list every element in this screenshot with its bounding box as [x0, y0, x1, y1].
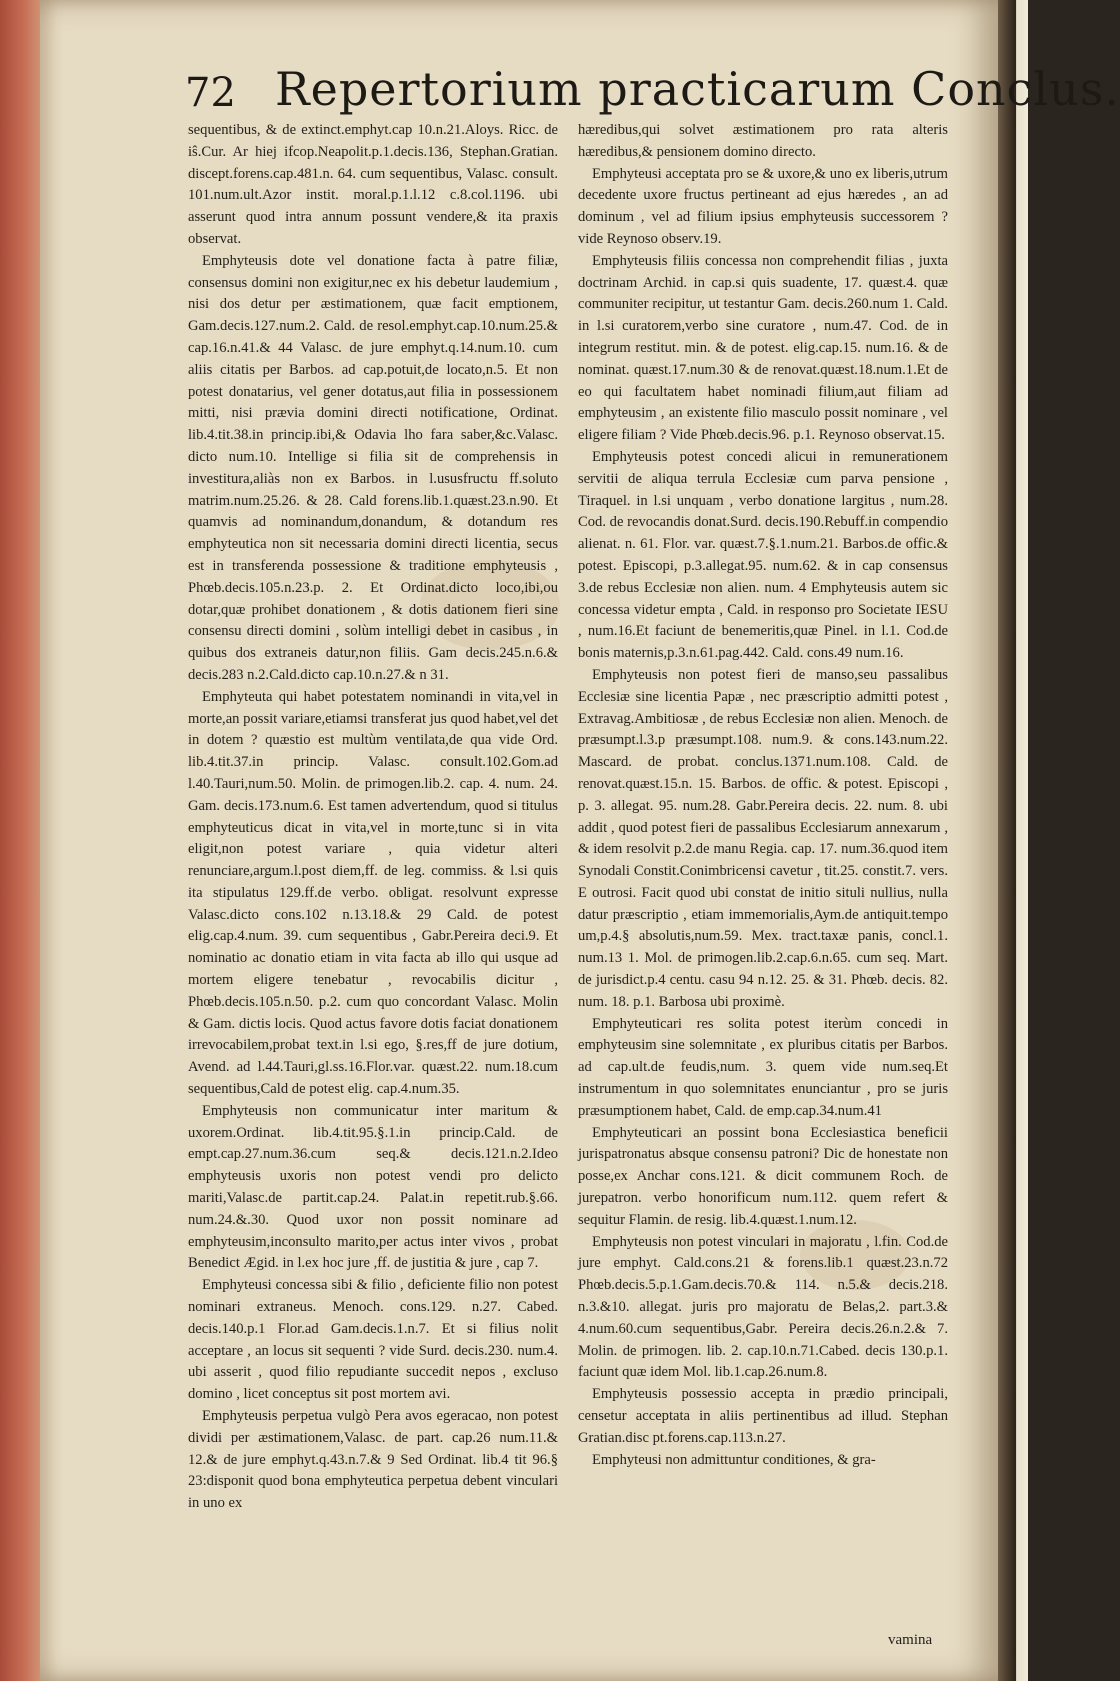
right-column — [578, 120, 948, 1471]
paragraph: Emphyteusi non admittuntur conditiones, & gra- — [592, 1451, 876, 1468]
paragraph: Emphyteusi concessa sibi & filio , deficiente filio non potest nominari extraneus. Menoch. cons.129. n.27. Cabed. decis.140.p.1 Flor.ad Gam.decis.1.n.7. Et si filius nolit acceptare , an locus sit sequenti ? vide Surd. decis.230. num.4. ubi asserit , quod filio repudiante succedit nepos , excluso domino , licet conceptus sit post mortem avi. — [188, 1277, 558, 1403]
paragraph: Emphyteusis perpetua vulgò Pera avos egeracao, non potest dividi per æstimationem,Valasc. de part. cap.26 num.11.& 12.& de jure emphyt.q.43.n.7.& 9 Sed Ordinat. lib.4 tit 96.§ 23:disponit quod bona emphyteutica perpetua debent vinculari in uno ex — [188, 1408, 558, 1512]
paragraph: Emphyteusis non communicatur inter maritum & uxorem.Ordinat. lib.4.tit.95.§.1.in princip.Cald. de empt.cap.27.num.36.cum seq.& decis.121.n.2.Ideo emphyteusis uxoris non potest vendi pro delicto mariti,Valasc.de partit.cap.24. Palat.in repetit.rub.§.66. num.24.&.30. Quod uxor non possit nominare ad emphyteusim,inconsulto marito,per actus inter vivos , probat Benedict Ægid. in l.ex hoc jure ,ff. de justitia & jure , cap 7. — [188, 1102, 558, 1272]
paragraph: Emphyteusis dote vel donatione facta à patre filiæ, consensus domini non exigitur,nec ex his debetur laudemium , nisi dos detur per æstimationem, quæ facit emptionem, Gam.decis.127.num.2. Cald. de resol.emphyt.cap.10.num.25.& cap.16.n.41.& 44 Valasc. de jure emphyt.q.14.num.10. cum aliis citatis per Barbos. ad cap.potuit,de locato,n.5. Et non potest donatarius, vel gener dotatus,aut filia in possessionem mitti, nisi prævia domini directi notificatione, Ordinat. lib.4.tit.38.in princip.ibi,& Odavia lho fara saber,&c.Valasc. dicto num.10. Intellige si filia sit de comprehensis in investitura,aliàs non ex Barbos. in l.ususfructu ff.soluto matrim.num.25.26. & 28. Cald forens.lib.1.quæst.23.n.90. Et quamvis ad nominandum,donandum, & dotandum res emphyteutica non sit necessaria domini directi licentia, secus est in transferenda possessione & traditione emphyteusis , Phœb.decis.105.n.23.p. 2. Et Ordinat.dicto loco,ibi,ou dotar,quæ prohibet donationem , & dotis dationem fieri sine consensu directi domini , solùm intelligi debet in casibus , in quibus dos extraneis datur,non filiis. Gam decis.245.n.6.& decis.283 n.2.Cald.dicto cap.10.n.27.& n 31. — [188, 252, 558, 683]
running-title: Repertorium practicarum Conclus. — [275, 62, 1120, 116]
paragraph: Emphyteuticari an possint bona Ecclesiastica beneficii jurispatronatus absque consensu patroni? Dic de honestate non posse,ex Anchar cons.121. & dicit communem Roch. de jurepatron. verbo honorificum num.112. quem refert & sequitur Flamin. de resig. lib.4.quæst.1.num.12. — [578, 1124, 948, 1228]
paragraph: Emphyteuta qui habet potestatem nominandi in vita,vel in morte,an possit variare,etiamsi transferat jus quod habet,vel det in dotem ? quæstio est multùm ventilata,de qua vide Ord. lib.4.tit.37.in princip. Valasc. consult.102.Gom.ad l.40.Tauri,num.50. Molin. de primogen.lib.2. cap. 4. num. 24. Gam. decis.173.num.6. Est tamen advertendum, quod si titulus emphyteuticus dicat in vita,vel in morte,tunc si in vita eligit,non potest variare , quia videtur alteri renunciare,argum.l.post diem,ff. de leg. commiss. & l.si quis ita stipulatus 129.ff.de verbo. obligat. resolvunt expresse Valasc.dicto cons.102 n.13.18.& 29 Cald. de potest elig.cap.4.num. 39. cum sequentibus , Gabr.Pereira deci.9. Et nominatio ac donatio etiam in vita facta ab illo qui usque ad mortem eligere tenebatur , revocabilis dicitur , Phœb.decis.105.n.50. p.2. cum quo concordant Valasc. Molin & Gam. dictis locis. Quod actus favore dotis faciat donationem irrevocabilem,probat text.in l.si ego, §.res,ff de jure dotium, Avend. ad l.44.Tauri,gl.ss.16.Flor.var. quæst.22. num.18.cum sequentibus,Cald de potest elig. cap.4.num.35. — [188, 688, 558, 1098]
catchword: vamina — [888, 1632, 933, 1648]
paragraph: Emphyteusis filiis concessa non comprehendit filias , juxta doctrinam Archid. in cap.si quis suadente, 17. quæst.4. quæ communiter recipitur, ut testantur Gam. decis.260.num 1. Cald. in l.si curatorem,verbo sine curatore , num.47. Cod. de in integrum restitut. min. & de potest. elig.cap.15. num.16. & de nominat. quæst.17.num.30 & de renovat.quæst.18.num.1.Et de eo qui facultatem habet nominadi filium,aut filiam ad emphyteusim , an existente filio masculo possit nominare , vel eligere filiam ? Vide Phœb.decis.96. p.1. Reynoso observat.15. — [578, 252, 948, 444]
paragraph: Emphyteusis non potest fieri de manso,seu passalibus Ecclesiæ sine licentia Papæ , nec præscriptio admitti potest , Extravag.Ambitiosæ , de rebus Ecclesiæ non alien. Menoch. de præsumpt.l.3.p præsumpt.108. num.9. & cons.143.num.22. Mascard. de probat. conclus.1371.num.108. Cald. de renovat.quæst.15.n. 15. Barbos. de offic. & potest. Episcopi , p. 3. allegat. 95. num.28. Gabr.Pereira decis. 22. num. 8. ubi addit , quod potest fieri de passalibus Ecclesiarum annexarum , & idem resolvit p.2.de manu Regia. cap. 17. num.36.quod item Synodali Constit.Conimbricensi cavetur , tit.25. constit.7. vers. E outrosi. Facit quod ubi constat de initio situli nullius, nulla datur præscriptio , etiam immemorialis,Aym.de antiquit.tempo um,p.4.§ absolutis,num.59. Mex. tract.taxæ panis, concl.1. num.13 1. Mol. de primogen.lib.2.cap.6.n.65. cum seq. Mart. de jurisdict.p.4 centu. casu 94 n.12. 25. & 31. Phœb. decis. 82. num. 18. p.1. Barbosa ubi proximè. — [578, 666, 948, 1010]
page-number: 72 — [185, 70, 236, 116]
paragraph: sequentibus, & de extinct.emphyt.cap 10.n.21.Aloys. Ricc. de iŝ.Cur. Ar hiej ifcop.Neapolit.p.1.decis.136, Stephan.Gratian. discept.forens.cap.481.n. 64. cum sequentibus, Valasc. consult. 101.num.ult.Azor instit. moral.p.1.l.12 c.8.col.1196. ubi asserunt quod intra annum possunt vendere,& ita praxis observat. — [188, 122, 558, 247]
paragraph: hæredibus,qui solvet æstimationem pro rata alteris hæredibus,& pensionem domino directo. — [578, 122, 948, 160]
next-page-edge — [998, 0, 1028, 1681]
left-column — [188, 120, 558, 1515]
paragraph: Emphyteusis potest concedi alicui in remunerationem servitii de aliqua terrula Ecclesiæ cum parva pensione , Tiraquel. in l.si unquam , verbo donatione largitus , num.28. Cod. de revocandis donat.Surd. decis.190.Rebuff.in compendio alienat. n. 61. Flor. var. quæst.7.§.1.num.21. Barbos.de offic.& potest. Episcopi, p.3.allegat.95. num.62. & in cap consensus 3.de rebus Ecclesiæ non alien. num. 4 Emphyteusis autem sic concessa videtur empta , Cald. in responso pro Societate IESU , num.16.Et faciunt de benemeritis,quæ Pinel. in l.1. Cod.de bonis maternis,p.3.n.61.pag.442. Cald. cons.49 num.16. — [578, 448, 948, 662]
paragraph: Emphyteusi acceptata pro se & uxore,& uno ex liberis,utrum decedente uxore fructus pertineant ad ejus hæredes , an ad dominum , vel ad filium ipsius emphyteusis successorem ? vide Reynoso observ.19. — [578, 165, 948, 247]
paragraph: Emphyteusis possessio accepta in prædio principali, censetur acceptata in aliis pertinentibus ad illud. Stephan Gratian.disc pt.forens.cap.113.n.27. — [578, 1386, 948, 1446]
paragraph: Emphyteuticari res solita potest iterùm concedi in emphyteusim sine solemnitate , ex pluribus citatis per Barbos. ad cap.ult.de feudis,num. 3. quem vide num.seq.Et instrumentum in quo solemnitates enunciantur , pro se juris præsumptionem habet, Cald. de emp.cap.34.num.41 — [578, 1015, 948, 1119]
paragraph: Emphyteusis non potest vinculari in majoratu , l.fin. Cod.de jure emphyt. Cald.cons.21 & forens.lib.1 quæst.23.n.72 Phœb.decis.5.p.1.Gam.decis.70.& 114. n.5.& decis.218. n.3.&10. allegat. juris pro majoratu de Belas,2. part.3.& 4.num.60.cum sequentibus,Gabr. Pereira decis.26.n.2.& 7. Molin. de primogen. lib. 2. cap.10.n.71.Cabed. decis 130.p.1. faciunt quæ idem Mol. lib.1.cap.26.num.8. — [578, 1233, 948, 1381]
